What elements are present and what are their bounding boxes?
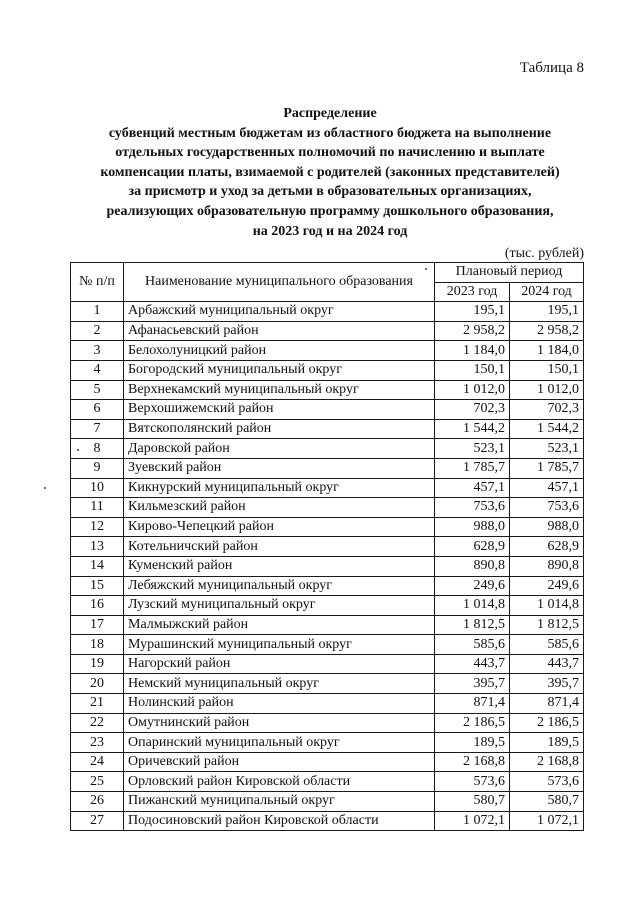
- row-value-2024: 890,8: [510, 556, 584, 576]
- row-number: 13: [71, 537, 124, 557]
- row-value-2023: 2 186,5: [435, 713, 510, 733]
- row-value-2023: 585,6: [435, 635, 510, 655]
- row-value-2023: 988,0: [435, 517, 510, 537]
- row-number: 18: [71, 635, 124, 655]
- row-municipality-name: Даровской район: [124, 439, 435, 459]
- row-number: 1: [71, 302, 124, 322]
- row-number: 2: [71, 321, 124, 341]
- row-value-2023: 1 544,2: [435, 419, 510, 439]
- row-municipality-name: Верхнекамский муниципальный округ: [124, 380, 435, 400]
- row-value-2024: 988,0: [510, 517, 584, 537]
- header-year-2024: 2024 год: [510, 282, 584, 302]
- row-value-2024: 628,9: [510, 537, 584, 557]
- row-value-2023: 871,4: [435, 694, 510, 714]
- document-title: [60, 104, 600, 241]
- row-value-2024: 1 014,8: [510, 596, 584, 616]
- table-row: [71, 596, 584, 616]
- row-municipality-name: Куменский район: [124, 556, 435, 576]
- row-municipality-name: Пижанский муниципальный округ: [124, 792, 435, 812]
- row-number: 17: [71, 615, 124, 635]
- row-municipality-name: Нолинский район: [124, 694, 435, 714]
- table-row: [71, 439, 584, 459]
- row-number: 21: [71, 694, 124, 714]
- table-row: [71, 674, 584, 694]
- row-value-2024: 1 184,0: [510, 341, 584, 361]
- row-municipality-name: Афанасьевский район: [124, 321, 435, 341]
- row-municipality-name: Кильмезский район: [124, 498, 435, 518]
- table-row: [71, 419, 584, 439]
- row-value-2023: 1 785,7: [435, 458, 510, 478]
- row-value-2024: 1 012,0: [510, 380, 584, 400]
- table-row: [71, 458, 584, 478]
- row-number: 16: [71, 596, 124, 616]
- row-value-2023: 1 072,1: [435, 811, 510, 831]
- table-row: [71, 321, 584, 341]
- row-value-2024: 523,1: [510, 439, 584, 459]
- table-row: [71, 654, 584, 674]
- header-period: Плановый период: [435, 263, 584, 283]
- row-value-2023: 395,7: [435, 674, 510, 694]
- row-value-2024: 871,4: [510, 694, 584, 714]
- row-number: 11: [71, 498, 124, 518]
- table-row: [71, 694, 584, 714]
- row-value-2023: 753,6: [435, 498, 510, 518]
- row-value-2024: 585,6: [510, 635, 584, 655]
- row-municipality-name: Зуевский район: [124, 458, 435, 478]
- row-municipality-name: Кирово-Чепецкий район: [124, 517, 435, 537]
- table-body: [71, 302, 584, 831]
- row-municipality-name: Мурашинский муниципальный округ: [124, 635, 435, 655]
- title-line: компенсации платы, взимаемой с родителей (законных представителей): [100, 164, 560, 180]
- row-number: 22: [71, 713, 124, 733]
- row-value-2024: 1 812,5: [510, 615, 584, 635]
- row-number: 8: [71, 439, 124, 459]
- title-line: отдельных государственных полномочий по начислению и выплате: [115, 145, 545, 161]
- row-municipality-name: Верхошижемский район: [124, 400, 435, 420]
- row-number: 19: [71, 654, 124, 674]
- table-row: [71, 713, 584, 733]
- row-number: 7: [71, 419, 124, 439]
- row-municipality-name: Опаринский муниципальный округ: [124, 733, 435, 753]
- scan-speck: [425, 268, 427, 270]
- table-row: [71, 752, 584, 772]
- row-value-2024: 753,6: [510, 498, 584, 518]
- title-line: реализующих образовательную программу дошкольного образования,: [106, 203, 554, 219]
- row-number: 26: [71, 792, 124, 812]
- row-municipality-name: Малмыжский район: [124, 615, 435, 635]
- row-municipality-name: Подосиновский район Кировской области: [124, 811, 435, 831]
- units-note: (тыс. рублей): [504, 246, 584, 261]
- scan-speck: [77, 449, 79, 451]
- row-value-2023: 580,7: [435, 792, 510, 812]
- row-number: 12: [71, 517, 124, 537]
- row-number: 15: [71, 576, 124, 596]
- row-municipality-name: Белохолуницкий район: [124, 341, 435, 361]
- row-value-2024: 2 168,8: [510, 752, 584, 772]
- title-line: за присмотр и уход за детьми в образовательных организациях,: [128, 184, 532, 200]
- row-municipality-name: Оричевский район: [124, 752, 435, 772]
- row-number: 5: [71, 380, 124, 400]
- table-row: [71, 615, 584, 635]
- row-value-2023: 189,5: [435, 733, 510, 753]
- row-municipality-name: Вятскополянский район: [124, 419, 435, 439]
- row-number: 10: [71, 478, 124, 498]
- row-value-2024: 2 958,2: [510, 321, 584, 341]
- row-value-2023: 702,3: [435, 400, 510, 420]
- table-row: [71, 811, 584, 831]
- row-municipality-name: Котельничский район: [124, 537, 435, 557]
- scan-speck: [44, 487, 46, 489]
- row-value-2023: 195,1: [435, 302, 510, 322]
- row-value-2023: 2 168,8: [435, 752, 510, 772]
- row-municipality-name: Омутнинский район: [124, 713, 435, 733]
- row-value-2023: 1 812,5: [435, 615, 510, 635]
- row-value-2023: 890,8: [435, 556, 510, 576]
- table-row: [71, 360, 584, 380]
- table-row: [71, 380, 584, 400]
- table-row: [71, 635, 584, 655]
- row-value-2023: 1 184,0: [435, 341, 510, 361]
- table-number: Таблица 8: [519, 60, 584, 76]
- row-municipality-name: Кикнурский муниципальный округ: [124, 478, 435, 498]
- row-number: 4: [71, 360, 124, 380]
- row-number: 25: [71, 772, 124, 792]
- row-value-2023: 150,1: [435, 360, 510, 380]
- row-value-2023: 249,6: [435, 576, 510, 596]
- distribution-table: [70, 262, 584, 831]
- header-row: [71, 263, 584, 283]
- row-value-2024: 249,6: [510, 576, 584, 596]
- row-value-2024: 573,6: [510, 772, 584, 792]
- table-row: [71, 517, 584, 537]
- row-number: 24: [71, 752, 124, 772]
- row-number: 9: [71, 458, 124, 478]
- row-number: 20: [71, 674, 124, 694]
- header-num: № п/п: [71, 263, 124, 302]
- row-value-2023: 457,1: [435, 478, 510, 498]
- row-value-2023: 1 012,0: [435, 380, 510, 400]
- table-row: [71, 556, 584, 576]
- row-municipality-name: Арбажский муниципальный округ: [124, 302, 435, 322]
- row-municipality-name: Нагорский район: [124, 654, 435, 674]
- row-municipality-name: Богородский муниципальный округ: [124, 360, 435, 380]
- header-year-2023: 2023 год: [435, 282, 510, 302]
- row-value-2024: 580,7: [510, 792, 584, 812]
- row-value-2024: 1 785,7: [510, 458, 584, 478]
- row-value-2024: 395,7: [510, 674, 584, 694]
- table-row: [71, 537, 584, 557]
- row-number: 27: [71, 811, 124, 831]
- row-municipality-name: Лузский муниципальный округ: [124, 596, 435, 616]
- row-value-2024: 150,1: [510, 360, 584, 380]
- table-row: [71, 733, 584, 753]
- table-row: [71, 302, 584, 322]
- row-value-2023: 1 014,8: [435, 596, 510, 616]
- row-value-2024: 702,3: [510, 400, 584, 420]
- table-row: [71, 341, 584, 361]
- table-row: [71, 772, 584, 792]
- row-value-2024: 2 186,5: [510, 713, 584, 733]
- row-number: 3: [71, 341, 124, 361]
- row-value-2024: 1 072,1: [510, 811, 584, 831]
- row-number: 14: [71, 556, 124, 576]
- row-value-2024: 195,1: [510, 302, 584, 322]
- title-line: на 2023 год и на 2024 год: [252, 223, 408, 239]
- row-number: 23: [71, 733, 124, 753]
- row-municipality-name: Орловский район Кировской области: [124, 772, 435, 792]
- row-value-2023: 523,1: [435, 439, 510, 459]
- table-row: [71, 498, 584, 518]
- row-value-2024: 457,1: [510, 478, 584, 498]
- row-value-2023: 2 958,2: [435, 321, 510, 341]
- row-municipality-name: Немский муниципальный округ: [124, 674, 435, 694]
- row-municipality-name: Лебяжский муниципальный округ: [124, 576, 435, 596]
- row-value-2023: 573,6: [435, 772, 510, 792]
- table-row: [71, 400, 584, 420]
- table-row: [71, 576, 584, 596]
- table-row: [71, 478, 584, 498]
- table-row: [71, 792, 584, 812]
- title-line: Распределение: [283, 106, 377, 121]
- row-value-2024: 1 544,2: [510, 419, 584, 439]
- row-number: 6: [71, 400, 124, 420]
- row-value-2024: 189,5: [510, 733, 584, 753]
- row-value-2023: 443,7: [435, 654, 510, 674]
- title-line: субвенций местным бюджетам из областного бюджета на выполнение: [108, 125, 552, 141]
- row-value-2023: 628,9: [435, 537, 510, 557]
- header-name: Наименование муниципального образования: [124, 263, 435, 302]
- row-value-2024: 443,7: [510, 654, 584, 674]
